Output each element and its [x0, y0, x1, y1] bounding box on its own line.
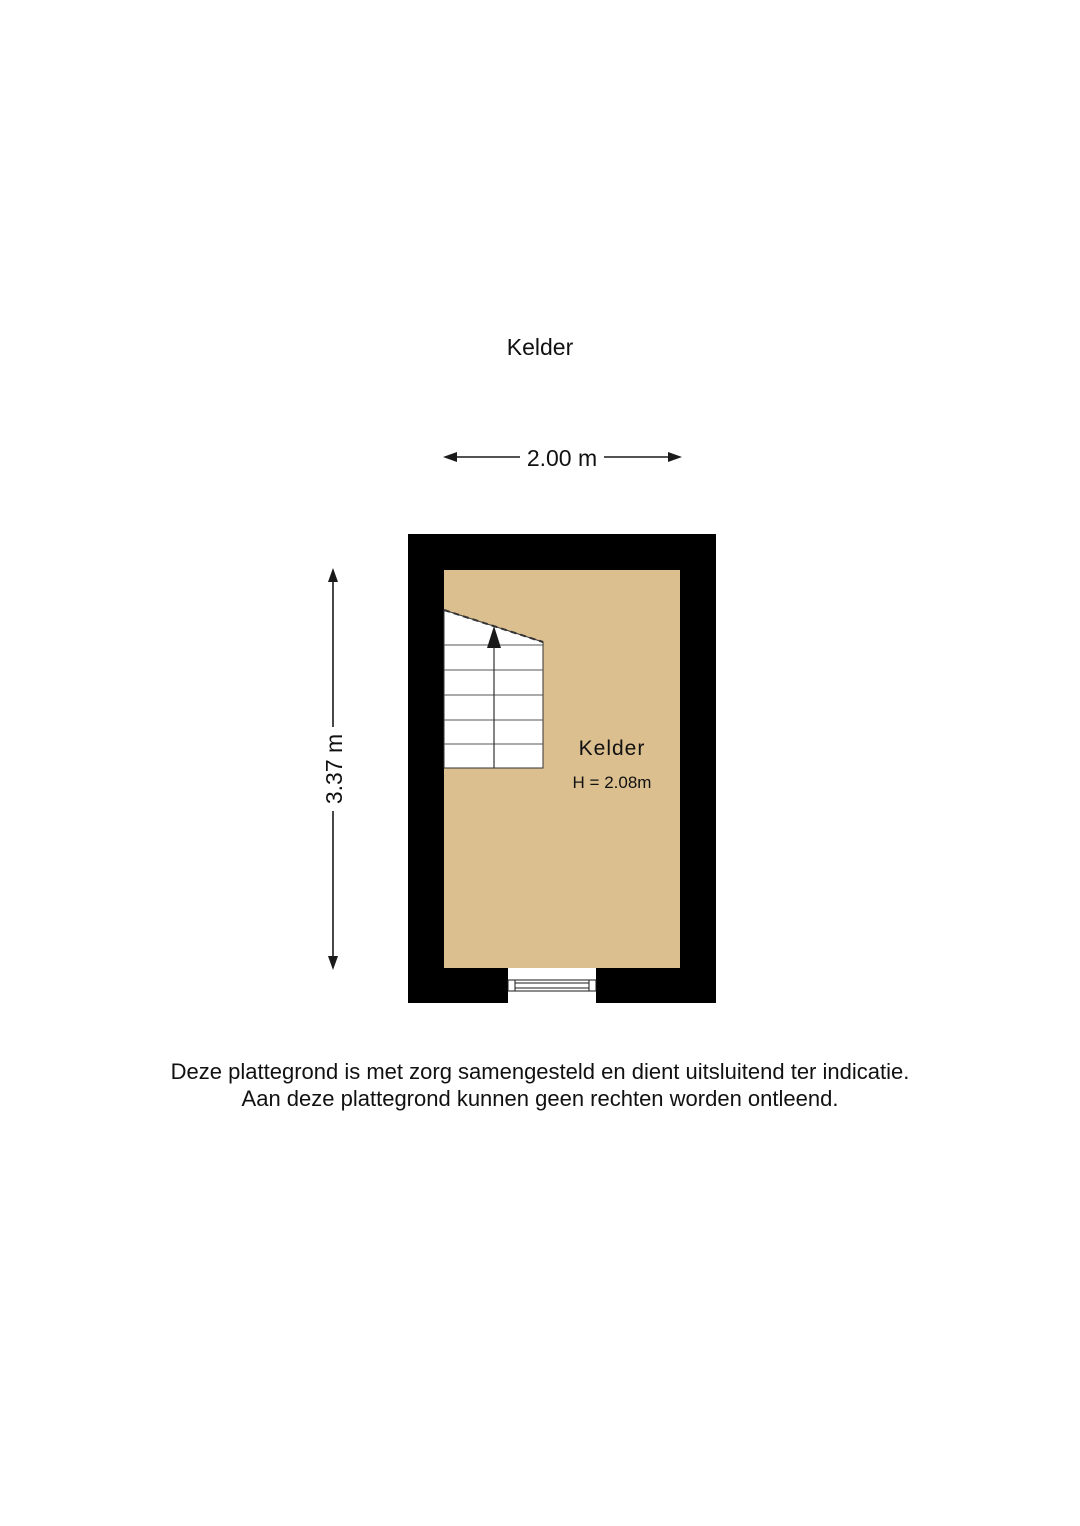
- width-dimension-label: 2.00 m: [526, 445, 598, 471]
- room-height: H = 2.08m: [572, 773, 652, 792]
- disclaimer-line-2: Aan deze plattegrond kunnen geen rechten worden ontleend.: [241, 1086, 839, 1111]
- floor-title: Kelder: [506, 334, 574, 360]
- height-dimension: [321, 568, 347, 970]
- width-dimension: [443, 445, 682, 471]
- arrowhead-icon: [328, 956, 338, 970]
- disclaimer: [0, 1058, 1080, 1112]
- arrowhead-icon: [668, 452, 682, 462]
- arrowhead-icon: [443, 452, 457, 462]
- arrowhead-icon: [328, 568, 338, 582]
- disclaimer-line-1: Deze plattegrond is met zorg samengesteld en dient uitsluitend ter indicatie.: [170, 1059, 910, 1084]
- door-opening: [508, 968, 596, 1003]
- height-dimension-label: 3.37 m: [321, 733, 347, 805]
- room-name: Kelder: [578, 737, 646, 760]
- door-frame: [508, 980, 596, 991]
